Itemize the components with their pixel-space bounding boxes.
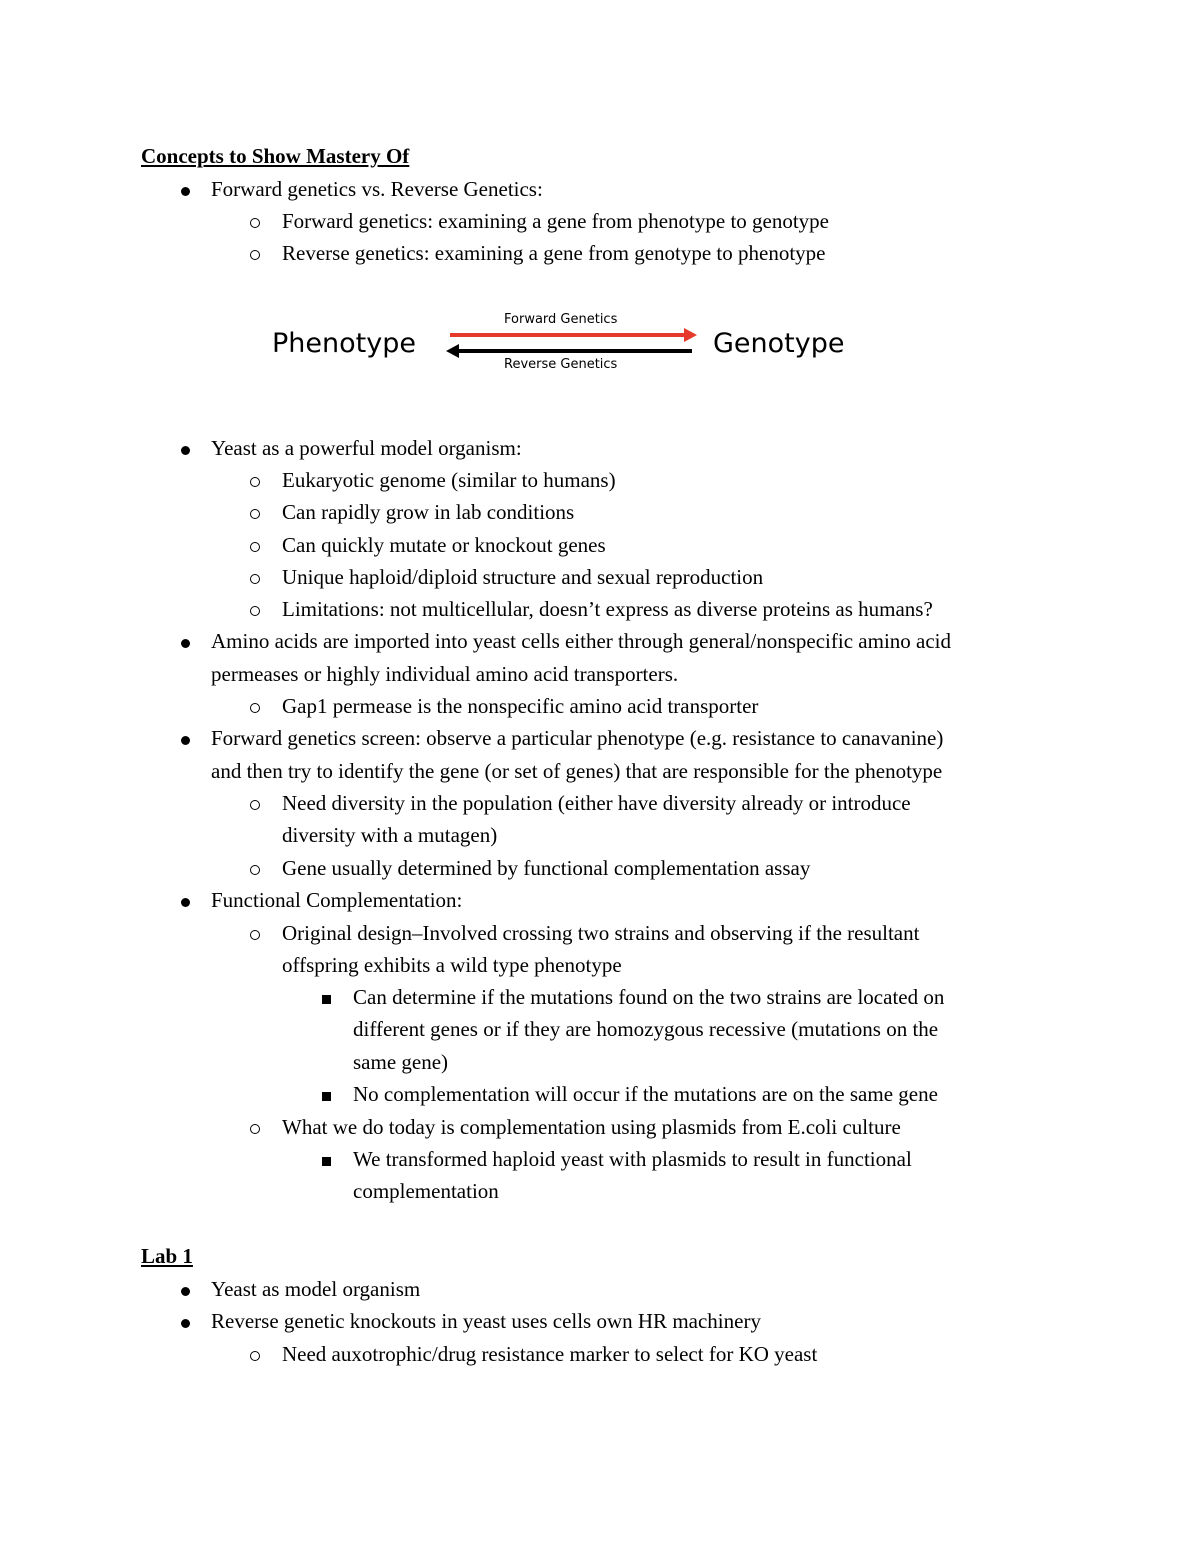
list-item: Original design–Involved crossing two strains and observing if the resultant [282,921,920,945]
list-item: Gene usually determined by functional complementation assay [282,856,811,880]
bullet-circle [245,790,265,816]
bullet-circle [245,499,265,525]
list-item: Need auxotrophic/drug resistance marker to select for KO yeast [282,1342,818,1366]
list-item: Gap1 permease is the nonspecific amino acid transporter [282,694,759,718]
list-item-continuation: same gene) [353,1050,449,1074]
bullet-circle [245,467,265,493]
forward-genetics-label: Forward Genetics [504,312,618,327]
list-item-continuation: diversity with a mutagen) [282,823,498,847]
bullet-circle [245,240,265,266]
list-item: Forward genetics screen: observe a particular phenotype (e.g. resistance to canavanine) [211,726,944,750]
bullet-circle [245,208,265,234]
bullet-circle [245,564,265,590]
list-item: Yeast as model organism [211,1277,421,1301]
list-item: Limitations: not multicellular, doesn’t express as diverse proteins as humans? [282,597,933,621]
bullet-dot [175,176,195,202]
reverse-arrow-icon [446,344,692,358]
list-item: Need diversity in the population (either have diversity already or introduce [282,791,911,815]
bullet-circle [245,1114,265,1140]
list-item: Unique haploid/diploid structure and sexual reproduction [282,565,764,589]
list-item: Reverse genetics: examining a gene from genotype to phenotype [282,241,826,265]
list-item-continuation: different genes or if they are homozygous recessive (mutations on the [353,1017,939,1041]
bullet-dot [175,435,195,461]
list-item-continuation: complementation [353,1179,499,1203]
list-item: Functional Complementation: [211,888,463,912]
genotype-label: Genotype [713,328,845,359]
list-item: What we do today is complementation using plasmids from E.coli culture [282,1115,901,1139]
section-heading-concepts: Concepts to Show Mastery Of [141,144,410,168]
bullet-square [316,1081,336,1107]
list-item-continuation: permeases or highly individual amino acid transporters. [211,662,679,686]
bullet-dot [175,1276,195,1302]
arrows-graphic [260,300,880,390]
list-item-continuation: and then try to identify the gene (or set of genes) that are responsible for the phenotype [211,759,943,783]
list-item: We transformed haploid yeast with plasmids to result in functional [353,1147,912,1171]
forward-arrow-icon [450,328,697,342]
list-item: Can determine if the mutations found on the two strains are located on [353,985,945,1009]
bullet-dot [175,628,195,654]
bullet-circle [245,1341,265,1367]
bullet-square [316,984,336,1010]
list-item: Forward genetics: examining a gene from phenotype to genotype [282,209,830,233]
list-item: No complementation will occur if the mutations are on the same gene [353,1082,938,1106]
reverse-genetics-label: Reverse Genetics [504,357,618,372]
bullet-square [316,1146,336,1172]
list-item: Can rapidly grow in lab conditions [282,500,575,524]
list-item: Reverse genetic knockouts in yeast uses cells own HR machinery [211,1309,761,1333]
bullet-dot [175,887,195,913]
list-item: Eukaryotic genome (similar to humans) [282,468,616,492]
section-heading-lab1: Lab 1 [141,1244,193,1268]
bullet-circle [245,920,265,946]
phenotype-label: Phenotype [272,328,416,359]
bullet-circle [245,596,265,622]
bullet-circle [245,693,265,719]
list-item: Can quickly mutate or knockout genes [282,533,606,557]
bullet-circle [245,855,265,881]
forward-reverse-genetics-diagram [260,300,880,390]
bullet-dot [175,725,195,751]
list-item: Amino acids are imported into yeast cells either through general/nonspecific amino acid [211,629,952,653]
list-item: Yeast as a powerful model organism: [211,436,522,460]
list-item: Forward genetics vs. Reverse Genetics: [211,177,543,201]
bullet-circle [245,532,265,558]
bullet-dot [175,1308,195,1334]
list-item-continuation: offspring exhibits a wild type phenotype [282,953,622,977]
